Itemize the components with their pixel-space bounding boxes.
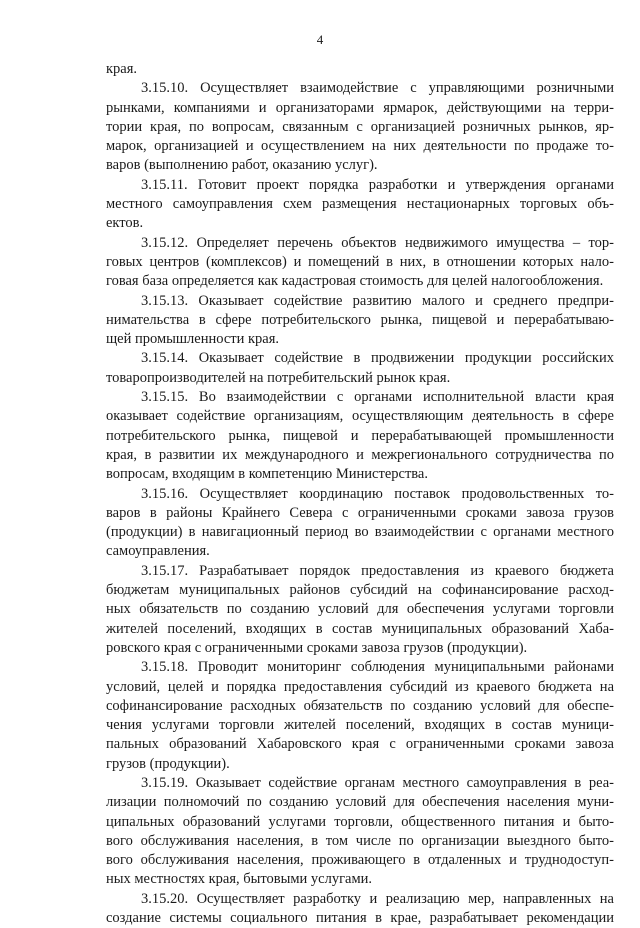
text-line: самоуправления. (106, 543, 210, 560)
text-line: ных местностях края, бытовыми услугами. (106, 871, 373, 888)
text-line: создание системы социального питания в крае, разрабатывает рекомендации (106, 910, 614, 927)
text-line: нимательства в сфере потребительского рынка, пищевой и перерабатываю- (106, 311, 614, 328)
text-line: рынками, компаниями и организаторами ярмарок, действующими на терри- (106, 99, 614, 116)
text-line: потребительского рынка, пищевой и перерабатывающей промышленности (106, 427, 614, 444)
paragraph-p-3-15-12 (106, 234, 614, 292)
text-line: софинансирование расходных обязательств по созданию условий для обеспе- (106, 697, 614, 714)
text-line: края, в развитии их международного и межрегионального сотрудничества по (106, 446, 614, 463)
text-line: пальных образований Хабаровского края с ограниченными сроками завоза (106, 736, 614, 753)
paragraph-p-3-15-10 (106, 79, 614, 175)
text-line: оказывает содействие организациям, осуществляющим деятельность в сфере (106, 408, 614, 425)
text-line: условий, целей и порядка предоставления субсидий из краевого бюджета на (106, 678, 614, 695)
text-line: бюджетам муниципальных районов субсидий на софинансирование расход- (106, 582, 614, 599)
paragraph-p-3-15-20 (106, 890, 614, 928)
text-line: ектов. (106, 215, 144, 232)
paragraph-p-3-15-14 (106, 349, 614, 388)
paragraph-p-continuation (106, 60, 614, 79)
text-line: марок, организацией и осуществлением на них деятельности по продаже то- (106, 138, 614, 155)
text-line: 3.15.16. Осуществляет координацию поставок продовольственных то- (141, 485, 614, 502)
paragraph-p-3-15-18 (106, 658, 614, 774)
text-line: вого обслуживания населения, проживающего в отдаленных и труднодоступ- (106, 852, 614, 869)
document-body (106, 60, 614, 928)
text-line: товаропроизводителей на потребительский рынок края. (106, 369, 451, 386)
paragraph-p-3-15-13 (106, 292, 614, 350)
text-line: варов (выполнению работ, оказанию услуг). (106, 157, 378, 174)
text-line: 3.15.15. Во взаимодействии с органами исполнительной власти края (141, 389, 614, 406)
text-line: вого обслуживания населения, в том числе по организации выездного быто- (106, 832, 614, 849)
text-line: ровского края с ограниченными сроками завоза грузов (продукции). (106, 639, 528, 656)
text-line: 3.15.11. Готовит проект порядка разработки и утверждения органами (141, 176, 614, 193)
paragraph-p-3-15-19 (106, 774, 614, 890)
text-line: ципальных образований услугами торговли, общественного питания и быто- (106, 813, 614, 830)
text-line: 3.15.19. Оказывает содействие органам местного самоуправления в реа- (141, 774, 614, 791)
paragraph-p-3-15-16 (106, 485, 614, 562)
text-line: вопросам, входящим в компетенцию Министерства. (106, 466, 428, 483)
text-line: жителей поселений, входящих в состав муниципальных образований Хаба- (106, 620, 614, 637)
text-line: 3.15.10. Осуществляет взаимодействие с управляющими розничными (141, 80, 614, 97)
text-line: (продукции) в навигационный период во взаимодействии с органами местного (106, 524, 614, 541)
text-line: варов в районы Крайнего Севера с ограниченными сроками завоза грузов (106, 504, 614, 521)
text-line: местного самоуправления схем размещения нестационарных торговых объ- (106, 196, 614, 213)
text-line: щей промышленности края. (106, 331, 280, 348)
text-line: 3.15.17. Разрабатывает порядок предоставления из краевого бюджета (141, 562, 614, 579)
text-line: говая база определяется как кадастровая стоимость для целей налогообложения. (106, 273, 604, 290)
text-line: 3.15.14. Оказывает содействие в продвижении продукции российских (141, 350, 614, 367)
text-line: грузов (продукции). (106, 755, 230, 772)
text-line: края. (106, 61, 138, 77)
paragraph-p-3-15-17 (106, 562, 614, 658)
text-line: 3.15.20. Осуществляет разработку и реализацию мер, направленных на (141, 890, 614, 907)
text-line: тории края, по вопросам, связанным с организацией розничных рынков, яр- (106, 118, 614, 135)
text-line: 3.15.13. Оказывает содействие развитию малого и среднего предпри- (141, 292, 614, 309)
text-line: ных обязательств по созданию условий для обеспечения услугами торговли (106, 601, 614, 618)
text-line: говых центров (комплексов) и помещений в них, в отношении которых нало- (106, 253, 614, 270)
text-line: 3.15.18. Проводит мониторинг соблюдения муниципальными районами (141, 659, 614, 676)
paragraph-p-3-15-15 (106, 388, 614, 484)
text-line: чения услугами торговли жителей поселений, входящих в состав муници- (106, 717, 614, 734)
paragraph-p-3-15-11 (106, 176, 614, 234)
text-line: лизации полномочий по созданию условий для обеспечения населения муни- (106, 794, 614, 811)
page-number: 4 (316, 32, 324, 47)
text-line: 3.15.12. Определяет перечень объектов недвижимого имущества – тор- (141, 234, 614, 251)
